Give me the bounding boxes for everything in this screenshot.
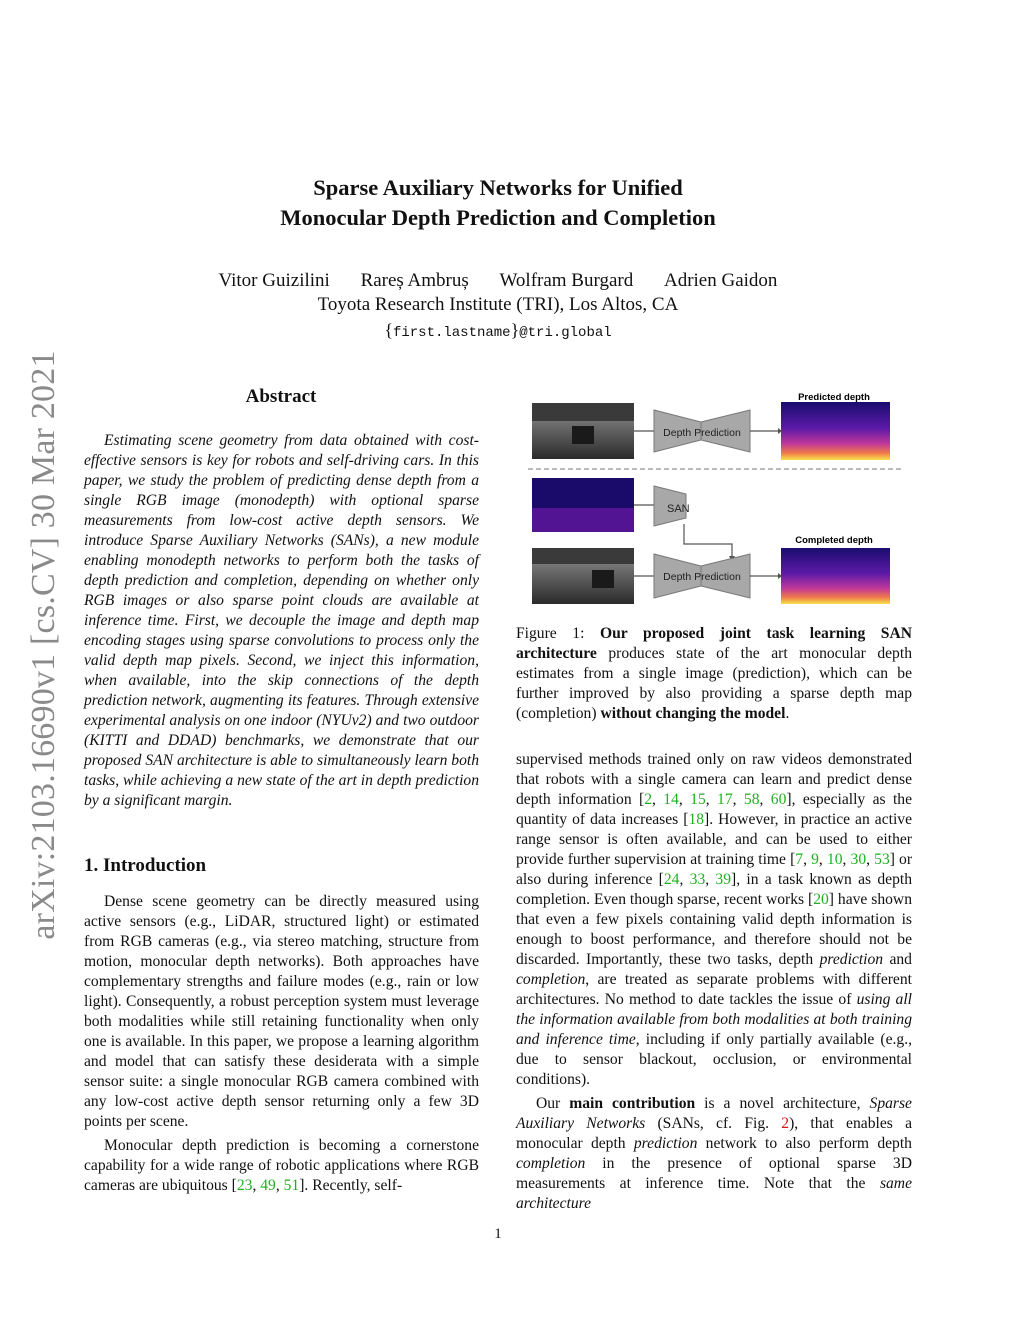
depth-prediction-label: Depth Prediction <box>663 571 741 583</box>
citation-link[interactable]: 24 <box>663 871 680 888</box>
section-heading: 1. Introduction <box>84 855 207 876</box>
paragraph: Dense scene geometry can be directly measured using active sensors (e.g., LiDAR, structured light) or estimated from RGB cameras (e.g., via stereo matching, structure from motion, monocular depth networks). Both approaches have complementary strengths and failure modes (e.g., rain or low light). Consequently, a robust perception system must leverage both modalities while still retaining functionality when only one is available. In this paper, we propose a learning algorithm and model that can satisfy these desiderata with a simple sensor suite: a single monocular RGB camera combined with any low-cost active depth sensor returning only a few 3D points per scene. <box>84 893 479 1130</box>
citation-link[interactable]: 15 <box>690 791 706 808</box>
citation-link[interactable]: 23 <box>236 1177 253 1194</box>
author-list <box>0 270 996 292</box>
affiliation: Toyota Research Institute (TRI), Los Altos, CA <box>317 294 679 315</box>
abstract-text: Estimating scene geometry from data obtained with cost-effective sensors is key for robots and self-driving cars. In this paper, we study the problem of predicting dense depth from a single RGB image (monodepth) with optional sparse measurements from low-cost active depth sensors. We introduce Sparse Auxiliary Networks (SANs), a new module enabling monodepth networks to perform both the tasks of depth prediction and completion, depending on whether only RGB images or also sparse point clouds are available at inference time. First, we decouple the image and depth map encoding stages using sparse convolutions to process only the valid depth map pixels. Second, we inject this information, when available, into the skip connections of the depth prediction network, augmenting its features. Through extensive experimental analysis on one indoor (NYUv2) and two outdoor (KITTI and DDAD) benchmarks, we demonstrate that our proposed SAN architecture is able to simultaneously learn both tasks, while achieving a new state of the art in depth prediction by a significant margin. <box>84 432 479 809</box>
author: Vitor Guizilini <box>218 270 330 291</box>
citation-link[interactable]: 60 <box>770 791 787 808</box>
citation-link[interactable]: 39 <box>715 871 732 888</box>
architecture-diagram <box>526 390 910 612</box>
citation-link[interactable]: 17 <box>717 791 733 808</box>
citation-link[interactable]: 18 <box>688 811 705 828</box>
author: Rareș Ambruș <box>360 270 469 291</box>
paragraph: Our main contribution is a novel architecture, Sparse Auxiliary Networks (SANs, cf. Fig. 2), that enables a monocular depth prediction network to also perform depth completion in the presence of optional sparse 3D measurements at inference time. Note that the same architecture <box>516 1095 912 1212</box>
paper-title: Sparse Auxiliary Networks for Unified Monocular Depth Prediction and Completion <box>280 175 716 230</box>
completed-depth-label: Completed depth <box>795 535 873 546</box>
citation-link[interactable]: 53 <box>874 851 890 868</box>
san-label: SAN <box>667 503 690 515</box>
arxiv-stamp: arXiv:2103.16690v1 [cs.CV] 30 Mar 2021 <box>25 350 62 940</box>
citation-link[interactable]: 9 <box>811 851 819 868</box>
predicted-depth-thumbnail <box>781 402 890 460</box>
citation-link[interactable]: 30 <box>850 851 867 868</box>
author: Adrien Gaidon <box>663 270 778 291</box>
citation-link[interactable]: 58 <box>743 791 760 808</box>
predicted-depth-label: Predicted depth <box>798 392 870 403</box>
depth-prediction-label: Depth Prediction <box>663 427 741 439</box>
citation-link[interactable]: 7 <box>795 851 804 868</box>
citation-link[interactable]: 2 <box>644 791 653 808</box>
page-number: 1 <box>494 1226 502 1242</box>
citation-link[interactable]: 10 <box>826 851 843 868</box>
citation-link[interactable]: 33 <box>689 871 706 888</box>
figure-caption: Figure 1: Our proposed joint task learning SAN architecture produces state of the art monocular depth estimates from a single image (prediction), which can be further improved by also providing a sparse depth map (completion) without changing the model. <box>516 625 913 722</box>
citation-link[interactable]: 20 <box>813 891 829 908</box>
intro-body-left <box>84 892 479 1196</box>
abstract-heading: Abstract <box>245 386 317 407</box>
email: {first.lastname}@tri.global <box>384 320 612 341</box>
author: Wolfram Burgard <box>499 270 634 291</box>
citation-link[interactable]: 51 <box>283 1177 300 1194</box>
completed-depth-thumbnail <box>781 548 890 604</box>
figure-link[interactable]: 2 <box>781 1115 790 1132</box>
paragraph: Monocular depth prediction is becoming a cornerstone capability for a wide range of robotic applications where RGB cameras are ubiquitous [23, 49, 51]. Recently, self- <box>84 1137 479 1194</box>
citation-link[interactable]: 49 <box>260 1177 276 1194</box>
paragraph: supervised methods trained only on raw videos demonstrated that robots with a single camera can learn and predict dense depth information [2, 14, 15, 17, 58, 60], especially as the quantity of data increases [18]. However, in practice an active range sensor is often available, and can be used to either provide further supervision at training time [7, 9, 10, 30, 53] or also during inference [24, 33, 39], in a task known as depth completion. Even though sparse, recent works [20] have shown that even a few pixels containing valid depth information is enough to boost performance, and therefore should not be discarded. Importantly, these two tasks, depth prediction and completion, are treated as separate problems with different architectures. No method to date tackles the issue of using all the information available from both modalities at both training and inference time, including if only partially available (e.g., due to sensor blackout, occlusion, or environmental conditions). <box>516 751 913 1088</box>
intro-body-right <box>516 750 912 1214</box>
figure-1 <box>526 390 910 612</box>
citation-link[interactable]: 14 <box>663 791 679 808</box>
